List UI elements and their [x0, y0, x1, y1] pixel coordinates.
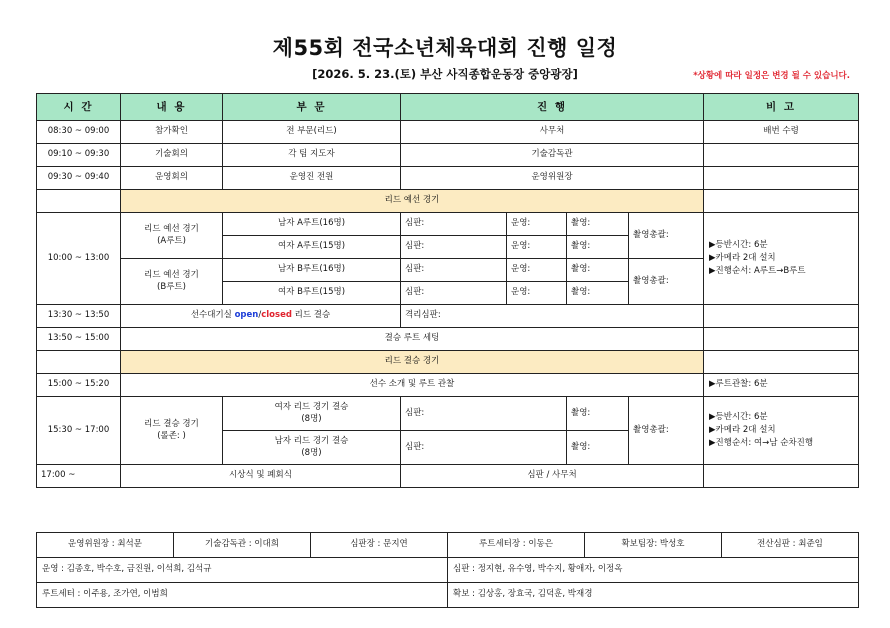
remarks-cell: [704, 397, 859, 465]
time-cell: 09:30 ~ 09:40: [37, 167, 121, 190]
progress-cell: 격리심판:: [401, 305, 704, 328]
header-time: 시 간: [37, 94, 121, 121]
section-band-row: [37, 351, 859, 374]
content-cell: 기술회의: [121, 144, 223, 167]
progress-cell: 기술감독관: [401, 144, 704, 167]
category-cell: 여자 B루트(15명): [223, 282, 401, 305]
schedule-change-notice: *상황에 따라 일정은 변경 될 수 있습니다.: [693, 71, 850, 81]
time-cell: 15:00 ~ 15:20: [37, 374, 121, 397]
staff-belayers: 확보 : 김상홍, 장효국, 김덕훈, 박재경: [448, 583, 859, 608]
header-content: 내 용: [121, 94, 223, 121]
table-row: [37, 305, 859, 328]
filming-cell: 촬영:: [567, 236, 629, 259]
category-cell: 여자 A루트(15명): [223, 236, 401, 259]
time-cell: 15:30 ~ 17:00: [37, 397, 121, 465]
section-band-row: [37, 190, 859, 213]
note-line: ▶등반시간: 6분: [709, 411, 768, 422]
filming-chief-cell: 촬영총괄:: [629, 397, 704, 465]
filming-cell: 촬영:: [567, 213, 629, 236]
slash-label: /: [258, 310, 262, 321]
content-cell: 운영회의: [121, 167, 223, 190]
judge-cell: 심판:: [401, 213, 507, 236]
content-line: 리드 결승 경기: [144, 419, 199, 430]
staff-operation: 운영 : 김종호, 박수호, 금진원, 이석희, 김석규: [37, 558, 448, 583]
content-line: (롤존: ): [157, 430, 186, 441]
header-category: 부 문: [223, 94, 401, 121]
note-line: ▶진행순서: A루트→B루트: [709, 266, 806, 277]
operation-cell: 운영:: [507, 236, 567, 259]
staff-route-setter-chief: 루트세터장 : 이동은: [448, 533, 585, 558]
remarks-cell: [704, 144, 859, 167]
content-cell: [121, 259, 223, 305]
staff-security-lead: 확보팀장: 박성호: [585, 533, 722, 558]
staff-computer-judge: 전산심판 : 최준임: [722, 533, 859, 558]
note-line: ▶카메라 2대 설치: [709, 424, 776, 435]
table-row: [37, 465, 859, 488]
time-cell: 17:00 ~: [37, 465, 121, 488]
staff-table: [36, 532, 859, 608]
content-cell: 시상식 및 폐회식: [121, 465, 401, 488]
time-cell: 13:30 ~ 13:50: [37, 305, 121, 328]
category-line: 여자 리드 경기 결승: [274, 402, 349, 413]
content-cell: [121, 397, 223, 465]
category-cell: 남자 A루트(16명): [223, 213, 401, 236]
section-band-final: 리드 결승 경기: [121, 351, 704, 374]
progress-cell: 심판 / 사무처: [401, 465, 704, 488]
time-cell: 08:30 ~ 09:00: [37, 121, 121, 144]
judge-cell: 심판:: [401, 282, 507, 305]
progress-cell: 사무처: [401, 121, 704, 144]
staff-row: [37, 558, 859, 583]
staff-chief-judge: 심판장 : 문지연: [311, 533, 448, 558]
staff-row: [37, 533, 859, 558]
closed-label: closed: [261, 310, 292, 321]
staff-chair: 운영위원장 : 최석문: [37, 533, 174, 558]
content-cell: 선수 소개 및 루트 관찰: [121, 374, 704, 397]
event-date-venue: [2026. 5. 23.(토) 부산 사직종합운동장 중앙광장]: [312, 67, 578, 81]
judge-cell: 심판:: [401, 236, 507, 259]
header-progress: 진 행: [401, 94, 704, 121]
table-row: [37, 144, 859, 167]
category-cell: [223, 397, 401, 431]
judge-cell: 심판:: [401, 431, 567, 465]
category-line: (8명): [301, 413, 322, 424]
category-cell: 남자 B루트(16명): [223, 259, 401, 282]
remarks-cell: [704, 465, 859, 488]
iso-text-b: 리드 결승: [291, 310, 331, 321]
schedule-table: [36, 93, 859, 488]
table-row: [37, 213, 859, 236]
content-line: (B루트): [157, 281, 186, 292]
table-row: [37, 121, 859, 144]
header-remarks: 비 고: [704, 94, 859, 121]
time-cell: 13:50 ~ 15:00: [37, 328, 121, 351]
table-row: [37, 374, 859, 397]
judge-cell: 심판:: [401, 397, 567, 431]
category-cell: 전 부문(리드): [223, 121, 401, 144]
remarks-cell: [704, 167, 859, 190]
filming-cell: 촬영:: [567, 431, 629, 465]
category-cell: 운영진 전원: [223, 167, 401, 190]
staff-row: [37, 583, 859, 608]
filming-cell: 촬영:: [567, 259, 629, 282]
open-label: open: [234, 310, 259, 321]
remarks-cell: [704, 305, 859, 328]
content-line: 리드 예선 경기: [144, 270, 199, 281]
content-cell: [121, 305, 401, 328]
category-line: (8명): [301, 447, 322, 458]
table-row: [37, 397, 859, 431]
table-header-row: [37, 94, 859, 121]
section-band-prelim: 리드 예선 경기: [121, 190, 704, 213]
filming-cell: 촬영:: [567, 282, 629, 305]
category-line: 남자 리드 경기 결승: [274, 436, 349, 447]
filming-cell: 촬영:: [567, 397, 629, 431]
table-row: [37, 167, 859, 190]
filming-chief-cell: 촬영총괄:: [629, 213, 704, 259]
category-cell: [223, 431, 401, 465]
category-cell: 각 팀 지도자: [223, 144, 401, 167]
staff-route-setters: 루트세터 : 이주용, 조가연, 이범희: [37, 583, 448, 608]
remarks-cell: ▶루트관찰: 6분: [704, 374, 859, 397]
content-line: (A루트): [157, 235, 186, 246]
operation-cell: 운영:: [507, 282, 567, 305]
note-line: ▶진행순서: 여→남 순차진행: [709, 438, 814, 449]
content-cell: 참가확인: [121, 121, 223, 144]
remarks-cell: 배번 수령: [704, 121, 859, 144]
remarks-cell: [704, 328, 859, 351]
content-cell: 결승 루트 세팅: [121, 328, 704, 351]
content-cell: [121, 213, 223, 259]
staff-tech-director: 기술감독관 : 이대희: [174, 533, 311, 558]
note-line: ▶등반시간: 6분: [709, 239, 768, 250]
remarks-cell: [704, 213, 859, 305]
judge-cell: 심판:: [401, 259, 507, 282]
time-cell: 10:00 ~ 13:00: [37, 213, 121, 305]
table-row: [37, 328, 859, 351]
operation-cell: 운영:: [507, 213, 567, 236]
staff-judges: 심판 : 정지현, 유수영, 박수지, 황애자, 이정옥: [448, 558, 859, 583]
note-line: ▶카메라 2대 설치: [709, 252, 776, 263]
operation-cell: 운영:: [507, 259, 567, 282]
page-title: 제55회 전국소년체육대회 진행 일정: [272, 36, 618, 60]
time-cell: 09:10 ~ 09:30: [37, 144, 121, 167]
filming-chief-cell: 촬영총괄:: [629, 259, 704, 305]
progress-cell: 운영위원장: [401, 167, 704, 190]
iso-text-a: 선수대기실: [190, 310, 235, 321]
content-line: 리드 예선 경기: [144, 224, 199, 235]
